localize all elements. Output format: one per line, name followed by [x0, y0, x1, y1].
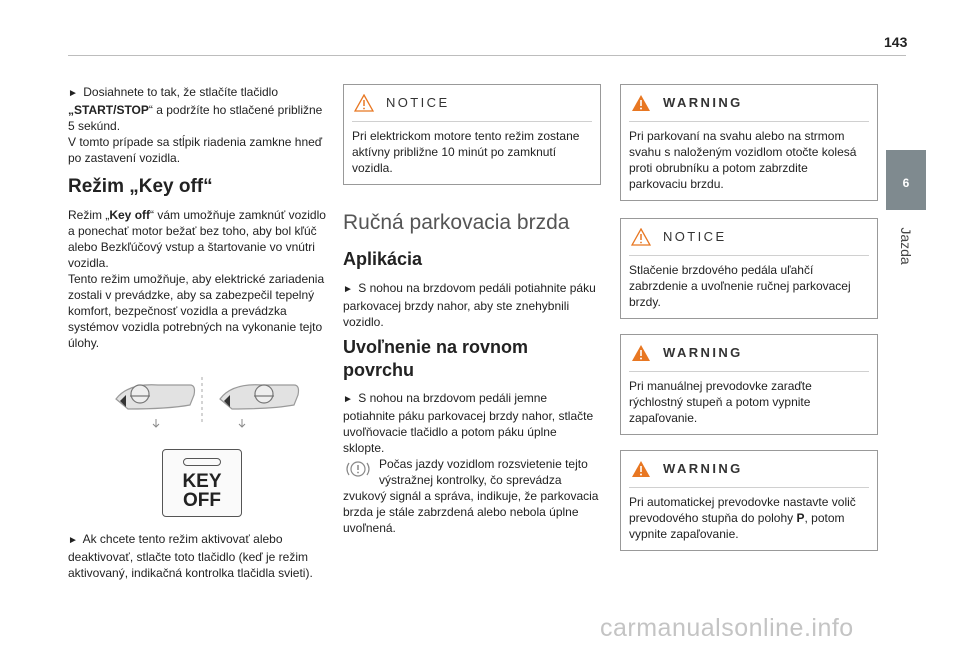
- key-off-button-label: [163, 472, 241, 510]
- text: , potom vypnite zapaľovanie.: [629, 511, 845, 541]
- key-off-label: Key off: [109, 208, 151, 222]
- warning-lamp-note: [343, 456, 601, 488]
- warning-body: Pri parkovaní na svahu alebo na strmom svahu s naloženým vozidlom otočte kolesá proti obrubníku a potom zabrzdite parkovaciu brzdu.: [629, 129, 857, 191]
- chapter-tab[interactable]: [886, 150, 926, 210]
- bullet-arrow-icon: ►: [343, 284, 353, 295]
- text: “ vám umožňuje zamknúť vozidlo a ponechať motor bežať bez toho, aby bol kľúč alebo Bezkľúčový vstup a štartovanie vo vnútri vozidla.: [68, 208, 326, 270]
- section-title: Ručná parkovacia brzda: [343, 211, 570, 234]
- notice-box-brake-pedal: [620, 218, 878, 319]
- chapter-tab-label-text: Jazda: [898, 227, 914, 265]
- header-divider: [68, 55, 906, 56]
- text: V tomto prípade sa stĺpik riadenia zamkne hneď po zastavení vozidla.: [68, 135, 323, 165]
- notice-title: NOTICE: [663, 229, 727, 244]
- text: “ a podržíte ho stlačené približne 5 sekúnd.: [68, 103, 323, 133]
- warning-lamp-text-first: Počas jazdy vozidlom rozsvietenie tejto výstražnej kontrolky, čo sprevádza: [379, 457, 588, 487]
- subheading-application: Aplikácia: [343, 249, 423, 269]
- key-off-heading: Režim „Key off“: [68, 176, 213, 197]
- divider: [629, 255, 869, 256]
- warning-box-slope: [620, 84, 878, 201]
- column-1: [68, 84, 326, 581]
- paragraph-application: [343, 280, 601, 330]
- divider: [629, 121, 869, 122]
- text: Režim „: [68, 208, 110, 222]
- notice-title: NOTICE: [386, 95, 450, 110]
- subheading-release-line1: Uvoľnenie na rovnom: [343, 337, 528, 357]
- text: Ak chcete tento režim aktivovať alebo deaktivovať, stlačte toto tlačidlo (keď je režim aktivovaný, indikačná kontrolka tlačidla svieti).: [68, 532, 313, 580]
- text: S nohou na brzdovom pedáli jemne potiahnite páku parkovacej brzdy nahor, stlačte uvoľňovacie tlačidlo a potom páku úplne sklopte.: [343, 391, 594, 455]
- warning-body: Pri manuálnej prevodovke zaraďte rýchlostný stupeň a potom vypnite zapaľovanie.: [629, 379, 812, 425]
- warning-triangle-icon: [631, 94, 651, 112]
- column-2: [343, 84, 601, 536]
- notice-header: [352, 85, 592, 121]
- text: Dosiahnete to tak, že stlačíte tlačidlo: [83, 85, 279, 99]
- notice-box: [343, 84, 601, 185]
- paragraph-key-off-activate: [68, 531, 326, 581]
- warning-lamp-text-rest: zvukový signál a správa, indikuje, že parkovacia brzda je stále zabrzdená alebo nebola úplne uvoľnená.: [343, 489, 599, 535]
- car-dashboard-illustration: [68, 369, 326, 439]
- warning-header: [629, 451, 869, 487]
- divider: [629, 371, 869, 372]
- warning-header: [629, 335, 869, 371]
- page-number: 143: [884, 34, 908, 50]
- bullet-arrow-icon: ►: [68, 88, 78, 99]
- brake-warning-lamp-icon: [343, 456, 379, 488]
- warning-header: [629, 85, 869, 121]
- notice-body: Stlačenie brzdového pedála uľahčí zabrzdenie a uvoľnenie ručnej parkovacej brzdy.: [629, 263, 851, 309]
- notice-header: [629, 219, 869, 255]
- warning-triangle-icon: [631, 460, 651, 478]
- chapter-tab-label: [896, 218, 916, 278]
- paragraph-release: [343, 390, 601, 456]
- bullet-arrow-icon: ►: [343, 394, 353, 405]
- bullet-arrow-icon: ►: [68, 535, 78, 546]
- text: S nohou na brzdovom pedáli potiahnite páku parkovacej brzdy nahor, aby ste znehybnili vozidlo.: [343, 281, 596, 329]
- text: Pri automatickej prevodovke nastavte volič prevodového stupňa do polohy: [629, 495, 856, 525]
- warning-box-automatic: [620, 450, 878, 551]
- column-3: [620, 84, 878, 551]
- chapter-tab-number: 6: [902, 176, 910, 190]
- divider: [352, 121, 592, 122]
- warning-box-manual: [620, 334, 878, 435]
- notice-body: Pri elektrickom motore tento režim zostane aktívny približne 10 minút po zamknutí vozidla.: [352, 129, 580, 175]
- notice-triangle-icon: [354, 94, 374, 112]
- divider: [629, 487, 869, 488]
- subheading-release-line2: povrchu: [343, 360, 415, 380]
- paragraph-key-off-usage: Tento režim umožňuje, aby elektrické zariadenia zostali v prevádzke, aby sa zabezpečil tepelný komfort, bezpečnosť vozidla a prevádzka systémov vozidla potrebných na vykonanie tejto úlohy.: [68, 272, 325, 350]
- paragraph-key-off-desc: [68, 207, 326, 271]
- notice-triangle-icon: [631, 228, 651, 246]
- key-off-led-icon: [183, 458, 221, 466]
- key-off-line1: KEY: [182, 471, 222, 492]
- warning-triangle-icon: [631, 344, 651, 362]
- watermark: carmanualsonline.info: [600, 614, 854, 642]
- key-off-illustration: [68, 369, 326, 439]
- gear-p-label: P: [796, 511, 805, 525]
- paragraph-start-stop: [68, 84, 326, 166]
- warning-title: WARNING: [663, 461, 743, 476]
- warning-title: WARNING: [663, 345, 743, 360]
- key-off-line2: OFF: [183, 490, 221, 511]
- warning-title: WARNING: [663, 95, 743, 110]
- warning-body: [629, 494, 869, 542]
- subheading-release: [343, 336, 601, 382]
- start-stop-label: „START/STOP: [68, 103, 149, 117]
- key-off-button[interactable]: [162, 449, 242, 517]
